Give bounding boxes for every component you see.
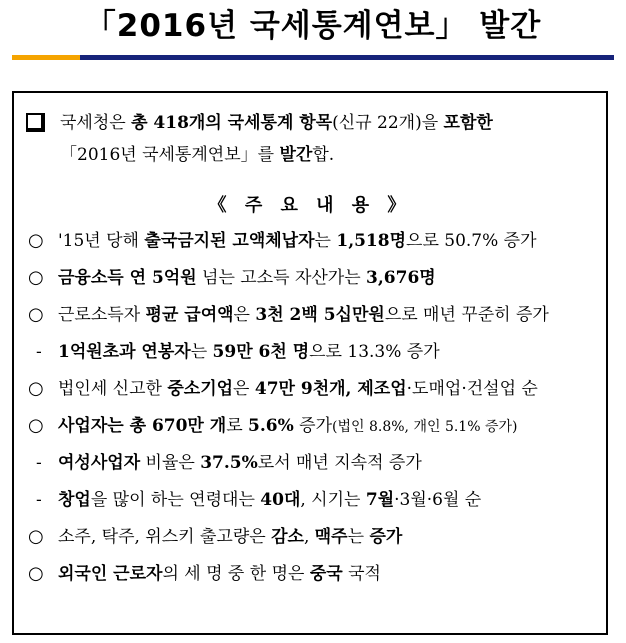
circle-bullet-icon: ○ [28, 304, 44, 325]
item-text: 로 [226, 416, 249, 436]
circle-bullet-icon: ○ [28, 267, 44, 288]
item-text: ·3월·6월 순 [394, 490, 482, 510]
emphasis-text: 금융소득 연 5억원 [58, 268, 197, 288]
emphasis-text: 59만 6천 명 [212, 342, 310, 362]
list-item [28, 562, 600, 586]
dash-bullet: - [36, 490, 42, 510]
intro-line-1 [60, 111, 493, 135]
emphasis-text: 사업자는 총 670만 개 [58, 416, 227, 436]
intro-text: 「2016년 국세통계연보」 [60, 145, 258, 165]
title-accent-bar-gold [12, 55, 80, 60]
list-item [28, 303, 600, 327]
intro-text: 를 [257, 145, 280, 165]
item-text: 은 [233, 379, 255, 399]
item-text: (법인 8.8%, 개인 5.1% 증가) [332, 419, 518, 435]
intro-text: 국세청은 [60, 113, 132, 133]
emphasis-text: 중국 [309, 564, 343, 584]
emphasis-text: 1억원초과 연봉자 [58, 342, 191, 362]
circle-bullet-icon: ○ [28, 526, 44, 547]
dash-bullet: - [36, 453, 42, 473]
item-text: 의 세 명 중 한 명은 [162, 564, 310, 584]
emphasis-text: 3천 2백 5십만원 [255, 305, 385, 325]
circle-bullet-icon: ○ [28, 230, 44, 251]
intro-bold: 총 418개의 국세통계 항목 [131, 113, 333, 133]
page-title: 「2016년 국세통계연보」 발간 [84, 8, 542, 44]
emphasis-text: 여성사업자 [58, 453, 141, 473]
item-text: 으로 50.7% 증가 [406, 231, 537, 251]
dash-bullet: - [36, 342, 42, 362]
list-item [28, 525, 600, 549]
list-item [28, 414, 600, 439]
intro-bold: 발간 [279, 145, 313, 165]
circle-bullet-icon: ○ [28, 378, 44, 399]
item-text: 으로 매년 꾸준히 증가 [384, 305, 549, 325]
emphasis-text: 평균 급여액 [145, 305, 234, 325]
emphasis-text: 7월 [365, 490, 395, 510]
intro-text: 합. [312, 145, 335, 165]
item-text: 소주, 탁주, 위스키 출고량은 [58, 527, 272, 547]
item-text: , 시기는 [300, 490, 366, 510]
item-text: 법인세 신고한 [58, 379, 168, 399]
emphasis-text: 37.5% [200, 453, 258, 473]
item-text: '15년 당해 [58, 231, 145, 251]
emphasis-text: 47만 9천개, 제조업 [254, 379, 407, 399]
item-text: 로서 매년 지속적 증가 [257, 453, 422, 473]
emphasis-text: 맥주 [314, 527, 348, 547]
intro-text: (신규 22개)을 [332, 113, 444, 133]
emphasis-text: 외국인 근로자 [58, 564, 163, 584]
list-item [28, 488, 600, 512]
emphasis-text: 3,676명 [366, 268, 436, 288]
emphasis-text: 40대 [260, 490, 301, 510]
title-accent-bar-navy [80, 55, 614, 60]
emphasis-text: 감소 [271, 527, 304, 547]
list-item [28, 229, 600, 253]
item-text: 는 [190, 342, 213, 362]
emphasis-text: 증가 [369, 527, 403, 547]
item-text: 은 [233, 305, 256, 325]
emphasis-text: 중소기업 [167, 379, 234, 399]
item-text: 는 [314, 231, 337, 251]
list-item [28, 451, 600, 475]
item-text: , [303, 527, 315, 547]
emphasis-text: 1,518명 [336, 231, 407, 251]
emphasis-text: 창업 [58, 490, 91, 510]
circle-bullet-icon: ○ [28, 415, 44, 436]
list-item [28, 340, 600, 364]
emphasis-text: 출국금지된 고액체납자 [144, 231, 315, 251]
item-text: 넘는 고소득 자산가는 [196, 268, 367, 288]
list-item [28, 266, 600, 290]
summary-box [12, 91, 608, 635]
intro-bold: 포함한 [443, 113, 493, 133]
item-text: 는 [347, 527, 370, 547]
item-text: 근로소득자 [58, 305, 146, 325]
item-text: 으로 13.3% 증가 [309, 342, 440, 362]
item-text: 증가 [293, 416, 333, 436]
item-text: ·도매업·건설업 순 [406, 379, 538, 399]
intro-line-2 [60, 143, 334, 167]
item-text: 비율은 [140, 453, 201, 473]
item-text: 을 많이 하는 연령대는 [90, 490, 261, 510]
checkbox-icon [26, 113, 45, 132]
circle-bullet-icon: ○ [28, 563, 44, 584]
list-item [28, 377, 600, 401]
item-text: 국적 [342, 564, 381, 584]
section-title: 《 주 요 내 용 》 [208, 195, 412, 216]
emphasis-text: 5.6% [248, 416, 294, 436]
